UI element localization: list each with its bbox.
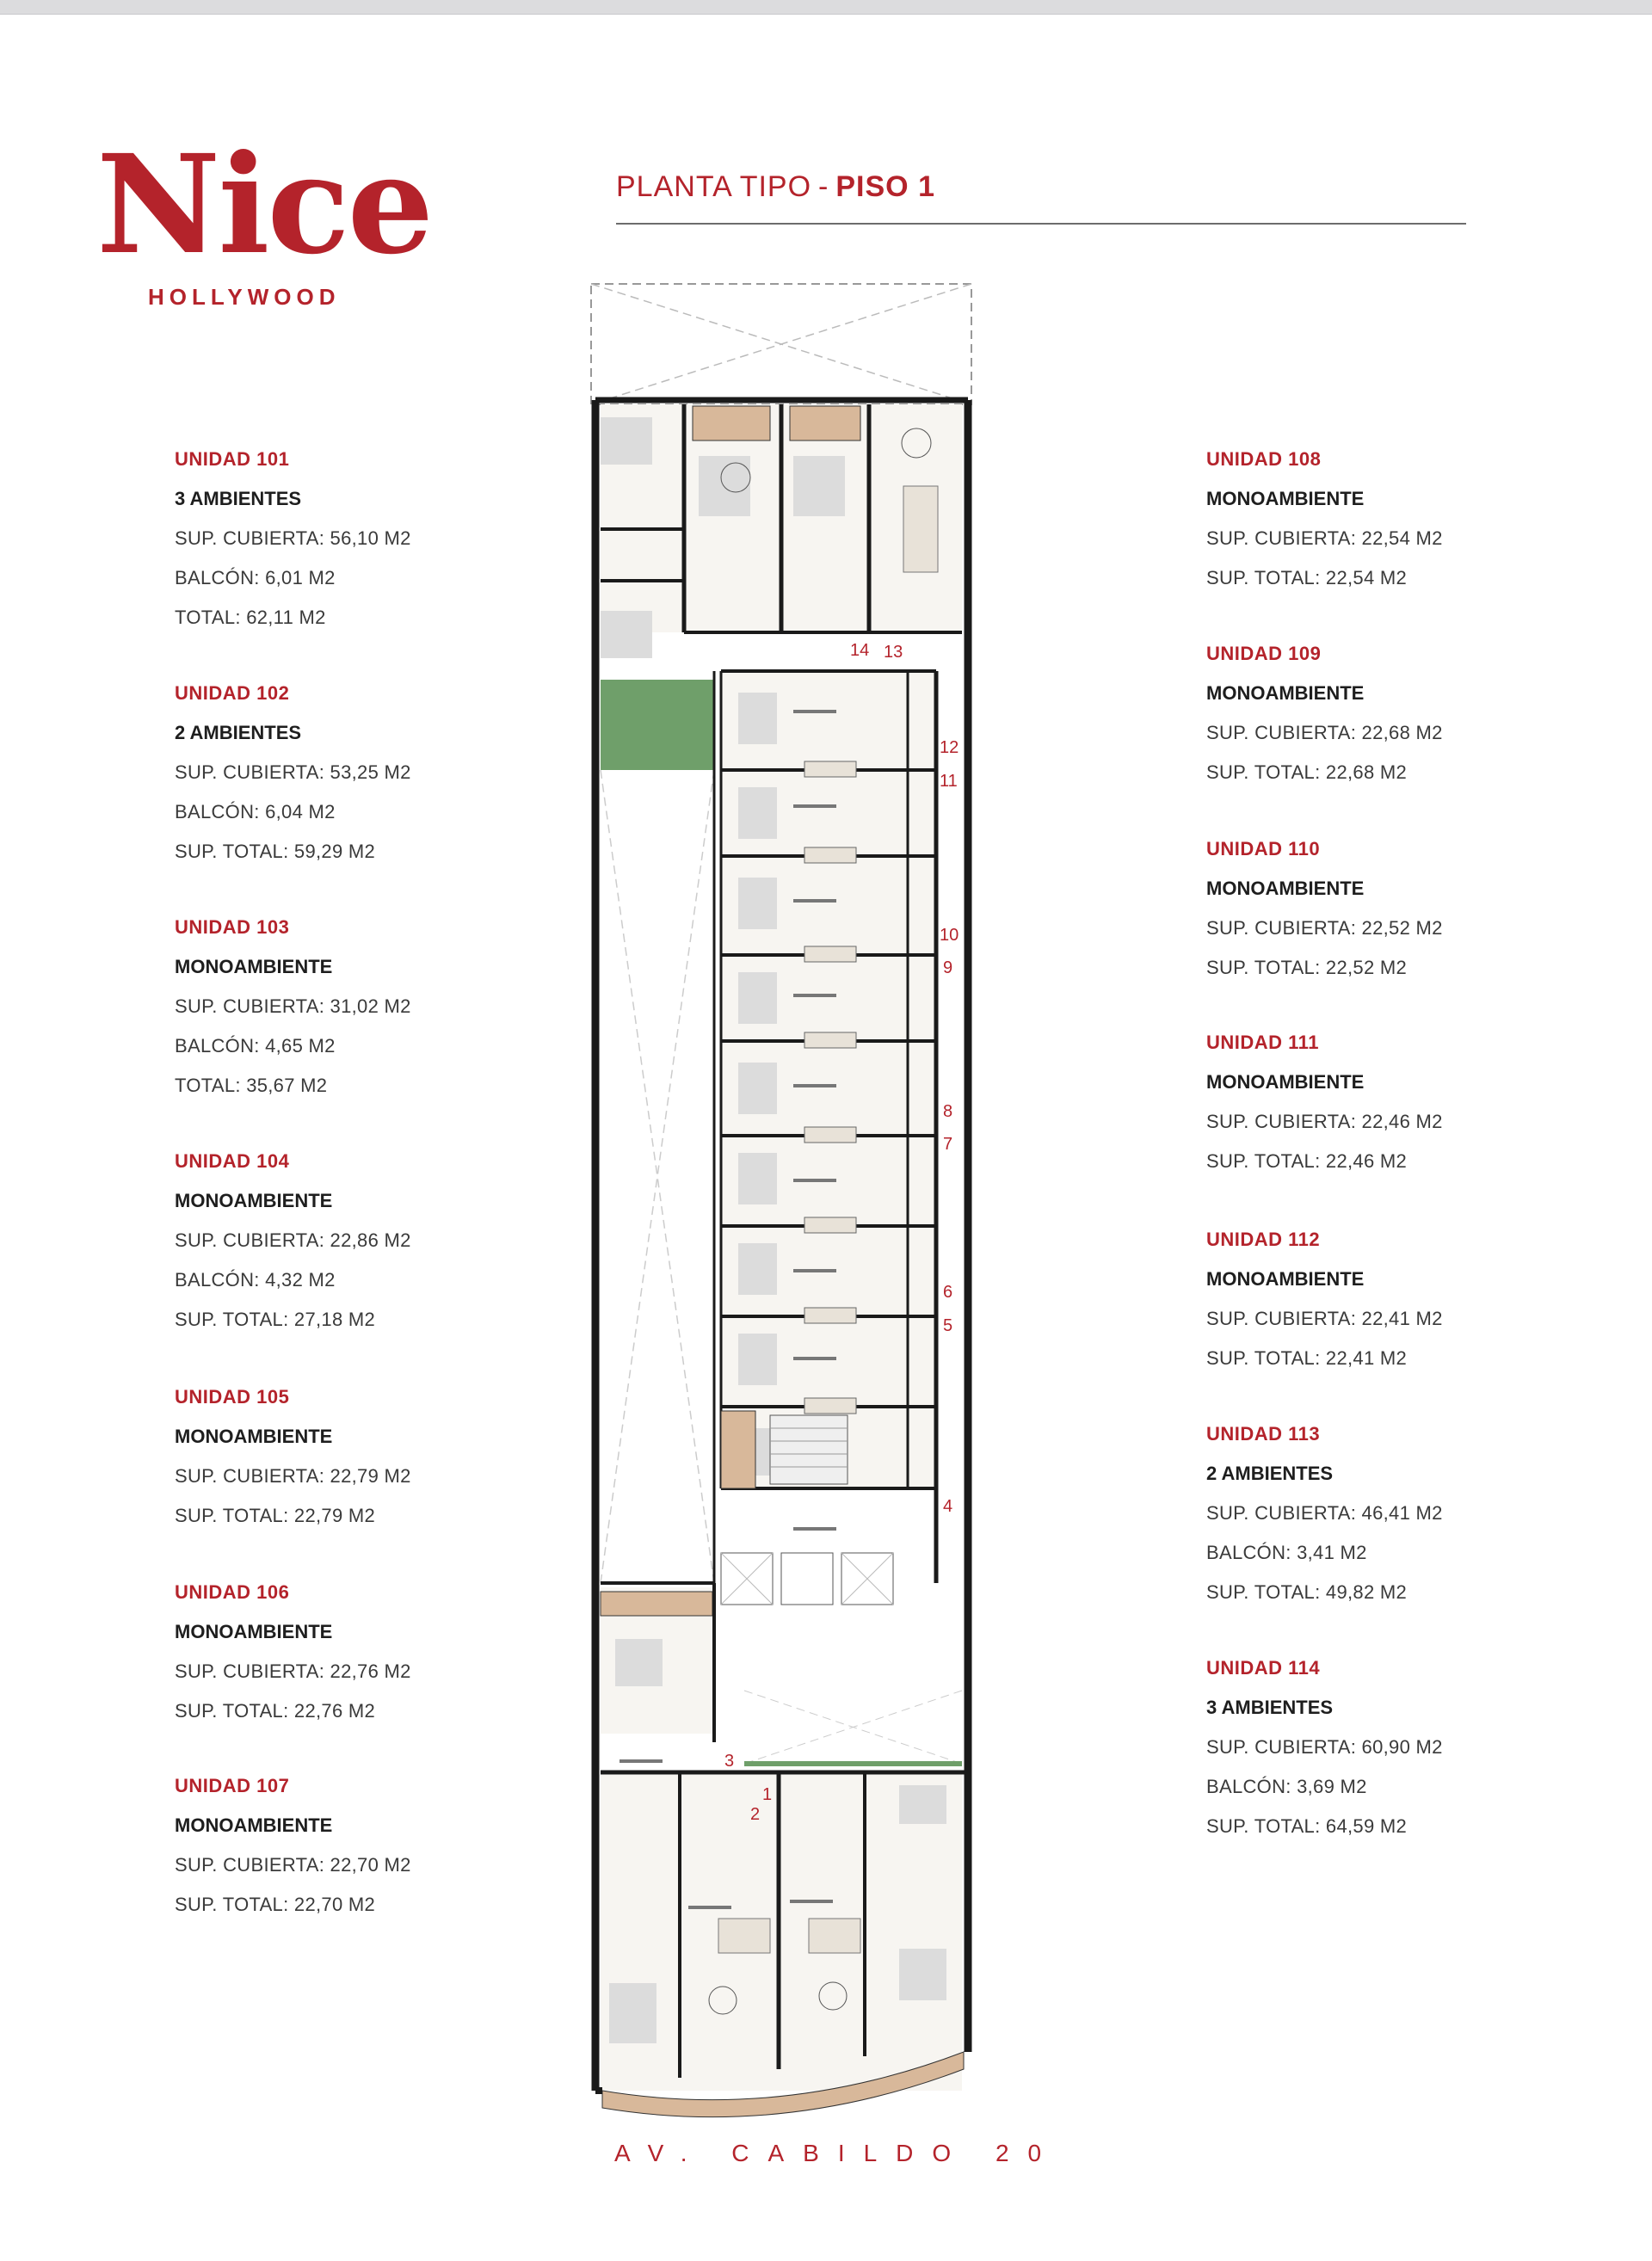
plan-number: 12 <box>940 738 959 757</box>
title-plain: PLANTA TIPO <box>616 170 812 203</box>
street-address: AV. CABILDO 20 <box>614 2140 1061 2166</box>
unit-type: 2 AMBIENTES <box>175 722 302 743</box>
plan-number: 11 <box>940 772 958 791</box>
unit-card <box>175 674 536 872</box>
plan-number: 7 <box>943 1135 953 1154</box>
brand-logo: Nice <box>96 126 432 285</box>
unit-type: 2 AMBIENTES <box>1206 1463 1334 1484</box>
unit-name: UNIDAD 108 <box>1206 448 1322 470</box>
unit-detail: SUP. CUBIERTA: 22,54 M2 <box>1206 527 1443 549</box>
page-title <box>616 170 935 204</box>
unit-card <box>175 1573 536 1731</box>
unit-detail: SUP. TOTAL: 64,59 M2 <box>1206 1815 1408 1837</box>
unit-detail: SUP. TOTAL: 22,70 M2 <box>175 1894 376 1915</box>
garden <box>601 680 714 770</box>
plan-number: 4 <box>943 1497 953 1516</box>
unit-detail: SUP. CUBIERTA: 53,25 M2 <box>175 761 411 783</box>
unit-card <box>1206 829 1568 988</box>
unit-card <box>1206 1648 1568 1846</box>
unit-name: UNIDAD 111 <box>1206 1032 1319 1053</box>
unit-card <box>175 1377 536 1536</box>
unit-detail: SUP. TOTAL: 59,29 M2 <box>175 841 376 862</box>
unit-type: MONOAMBIENTE <box>1206 1071 1365 1093</box>
unit-name: UNIDAD 112 <box>1206 1229 1321 1250</box>
unit-detail: SUP. CUBIERTA: 22,86 M2 <box>175 1229 411 1251</box>
unit-detail: SUP. CUBIERTA: 56,10 M2 <box>175 527 411 549</box>
unit-name: UNIDAD 113 <box>1206 1423 1321 1445</box>
top-units <box>601 404 962 658</box>
lower-void <box>744 1691 962 1764</box>
unit-type: 3 AMBIENTES <box>175 488 302 509</box>
unit-detail: SUP. CUBIERTA: 60,90 M2 <box>1206 1736 1443 1758</box>
plan-number: 9 <box>943 958 953 977</box>
plan-number: 1 <box>762 1785 773 1804</box>
unit-detail: TOTAL: 35,67 M2 <box>175 1075 328 1096</box>
title-divider <box>616 223 1466 225</box>
unit-type: MONOAMBIENTE <box>1206 488 1365 509</box>
unit-card <box>175 1766 536 1925</box>
title-separator: - <box>818 170 829 203</box>
unit-name: UNIDAD 114 <box>1206 1657 1321 1679</box>
patio-void <box>601 770 714 1583</box>
unit-detail: SUP. CUBIERTA: 22,46 M2 <box>1206 1111 1443 1132</box>
unit-name: UNIDAD 101 <box>175 448 290 470</box>
unit-card <box>1206 1220 1568 1378</box>
plan-number: 5 <box>943 1316 953 1335</box>
unit-detail: BALCÓN: 6,01 M2 <box>175 567 336 588</box>
unit-type: MONOAMBIENTE <box>175 1190 333 1211</box>
unit-type: MONOAMBIENTE <box>1206 682 1365 704</box>
unit-name: UNIDAD 104 <box>175 1150 290 1172</box>
unit-detail: SUP. TOTAL: 27,18 M2 <box>175 1309 376 1330</box>
unit-card <box>1206 1414 1568 1612</box>
unit-detail: TOTAL: 62,11 M2 <box>175 607 326 628</box>
unit-103-area <box>601 1583 714 1742</box>
unit-name: UNIDAD 102 <box>175 682 290 704</box>
unit-detail: SUP. CUBIERTA: 31,02 M2 <box>175 995 411 1017</box>
unit-detail: SUP. TOTAL: 22,76 M2 <box>175 1700 376 1722</box>
bottom-units <box>595 1772 968 2117</box>
unit-detail: SUP. CUBIERTA: 22,68 M2 <box>1206 722 1443 743</box>
plan-number: 6 <box>943 1283 953 1302</box>
top-bar <box>0 0 1652 15</box>
unit-detail: BALCÓN: 3,69 M2 <box>1206 1776 1367 1797</box>
unit-card <box>175 908 536 1106</box>
unit-name: UNIDAD 105 <box>175 1386 290 1408</box>
unit-detail: BALCÓN: 3,41 M2 <box>1206 1542 1367 1563</box>
terrace-outline <box>591 284 971 404</box>
unit-type: MONOAMBIENTE <box>175 1426 333 1447</box>
unit-type: MONOAMBIENTE <box>175 956 333 977</box>
plan-number: 14 <box>850 641 870 660</box>
unit-detail: SUP. CUBIERTA: 22,52 M2 <box>1206 917 1443 939</box>
unit-detail: SUP. TOTAL: 49,82 M2 <box>1206 1581 1408 1603</box>
unit-name: UNIDAD 107 <box>175 1775 290 1796</box>
unit-card <box>1206 440 1568 598</box>
unit-detail: SUP. CUBIERTA: 22,76 M2 <box>175 1660 411 1682</box>
unit-detail: SUP. TOTAL: 22,79 M2 <box>175 1505 376 1526</box>
unit-detail: SUP. CUBIERTA: 22,79 M2 <box>175 1465 411 1487</box>
unit-name: UNIDAD 110 <box>1206 838 1321 859</box>
unit-name: UNIDAD 103 <box>175 916 290 938</box>
unit-card <box>175 1142 536 1340</box>
unit-detail: SUP. CUBIERTA: 22,41 M2 <box>1206 1308 1443 1329</box>
unit-detail: BALCÓN: 4,32 M2 <box>175 1269 336 1291</box>
unit-type: MONOAMBIENTE <box>175 1814 333 1836</box>
unit-name: UNIDAD 106 <box>175 1581 290 1603</box>
unit-name: UNIDAD 109 <box>1206 643 1322 664</box>
unit-detail: SUP. CUBIERTA: 22,70 M2 <box>175 1854 411 1876</box>
unit-detail: SUP. TOTAL: 22,68 M2 <box>1206 761 1408 783</box>
unit-card <box>175 440 536 638</box>
unit-detail: BALCÓN: 6,04 M2 <box>175 801 336 822</box>
plan-number: 13 <box>884 643 903 662</box>
unit-detail: SUP. CUBIERTA: 46,41 M2 <box>1206 1502 1443 1524</box>
title-floor: PISO 1 <box>835 170 935 203</box>
unit-type: MONOAMBIENTE <box>175 1621 333 1642</box>
plan-number: 10 <box>940 926 959 945</box>
floor-plan <box>568 271 981 2134</box>
plan-number: 8 <box>943 1102 953 1121</box>
unit-type: MONOAMBIENTE <box>1206 1268 1365 1290</box>
unit-detail: BALCÓN: 4,65 M2 <box>175 1035 336 1057</box>
unit-detail: SUP. TOTAL: 22,52 M2 <box>1206 957 1408 978</box>
unit-detail: SUP. TOTAL: 22,46 M2 <box>1206 1150 1408 1172</box>
plan-number: 2 <box>750 1805 761 1824</box>
brand-subtitle: HOLLYWOOD <box>148 284 341 310</box>
plan-number: 3 <box>724 1752 735 1771</box>
unit-card <box>1206 634 1568 792</box>
unit-type: MONOAMBIENTE <box>1206 878 1365 899</box>
unit-detail: SUP. TOTAL: 22,41 M2 <box>1206 1347 1408 1369</box>
unit-card <box>1206 1023 1568 1181</box>
unit-detail: SUP. TOTAL: 22,54 M2 <box>1206 567 1408 588</box>
unit-type: 3 AMBIENTES <box>1206 1697 1334 1718</box>
